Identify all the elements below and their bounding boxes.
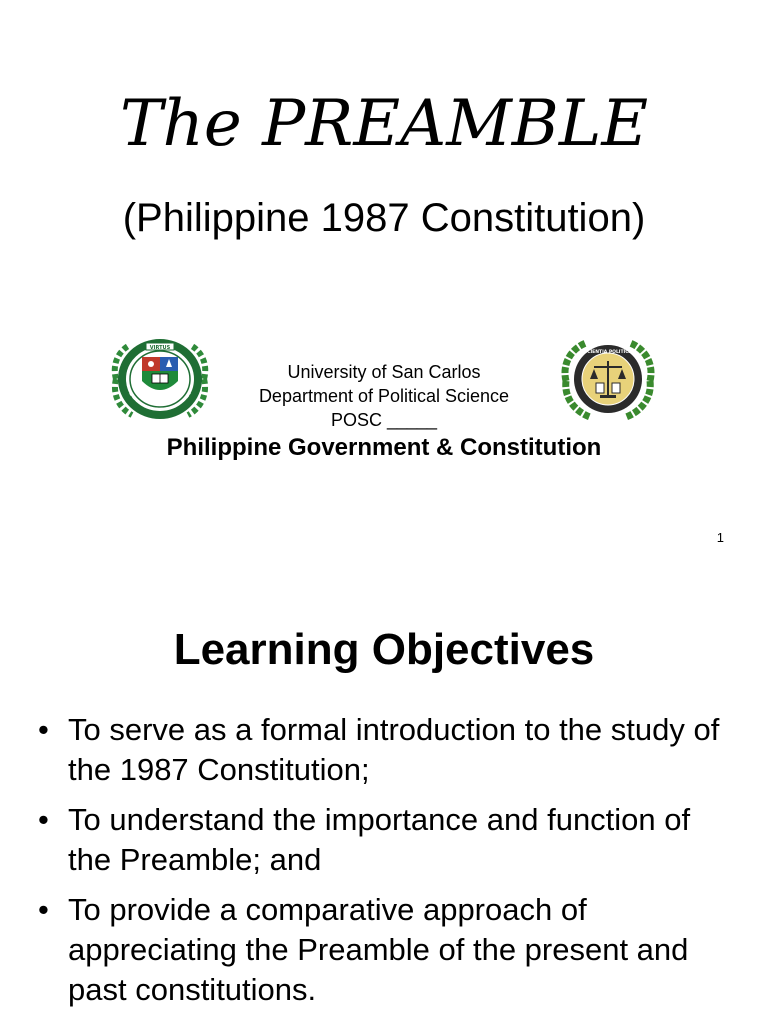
section-heading: Learning Objectives (173, 625, 595, 674)
course-title: Philippine Government & Constitution (166, 434, 602, 461)
list-item-text: To provide a comparative approach of appreciating the Preamble of the present and past constitutions. (68, 892, 689, 1007)
list-item (0, 800, 768, 880)
bullet-icon: • (38, 892, 49, 927)
svg-text:SCIENTIA POLITICA: SCIENTIA POLITICA (583, 350, 633, 355)
university-name: University of San Carlos (287, 362, 481, 382)
objectives-slide (0, 560, 768, 1024)
slide-subtitle: (Philippine 1987 Constitution) (122, 196, 646, 240)
course-code: POSC _____ (330, 410, 438, 430)
objectives-list (0, 710, 768, 1020)
department-name: Department of Political Science (258, 386, 510, 406)
page-number: 1 (716, 530, 724, 545)
svg-text:VIRTUS: VIRTUS (149, 345, 171, 351)
bullet-icon: • (38, 712, 49, 747)
list-item-text: To understand the importance and function of the Preamble; and (68, 802, 691, 877)
list-item (0, 890, 768, 1010)
bullet-icon: • (38, 802, 49, 837)
list-item (0, 710, 768, 790)
institution-block (0, 360, 768, 432)
list-item-text: To serve as a formal introduction to the study of the 1987 Constitution; (68, 712, 720, 787)
slide-title: The PREAMBLE (119, 87, 649, 161)
